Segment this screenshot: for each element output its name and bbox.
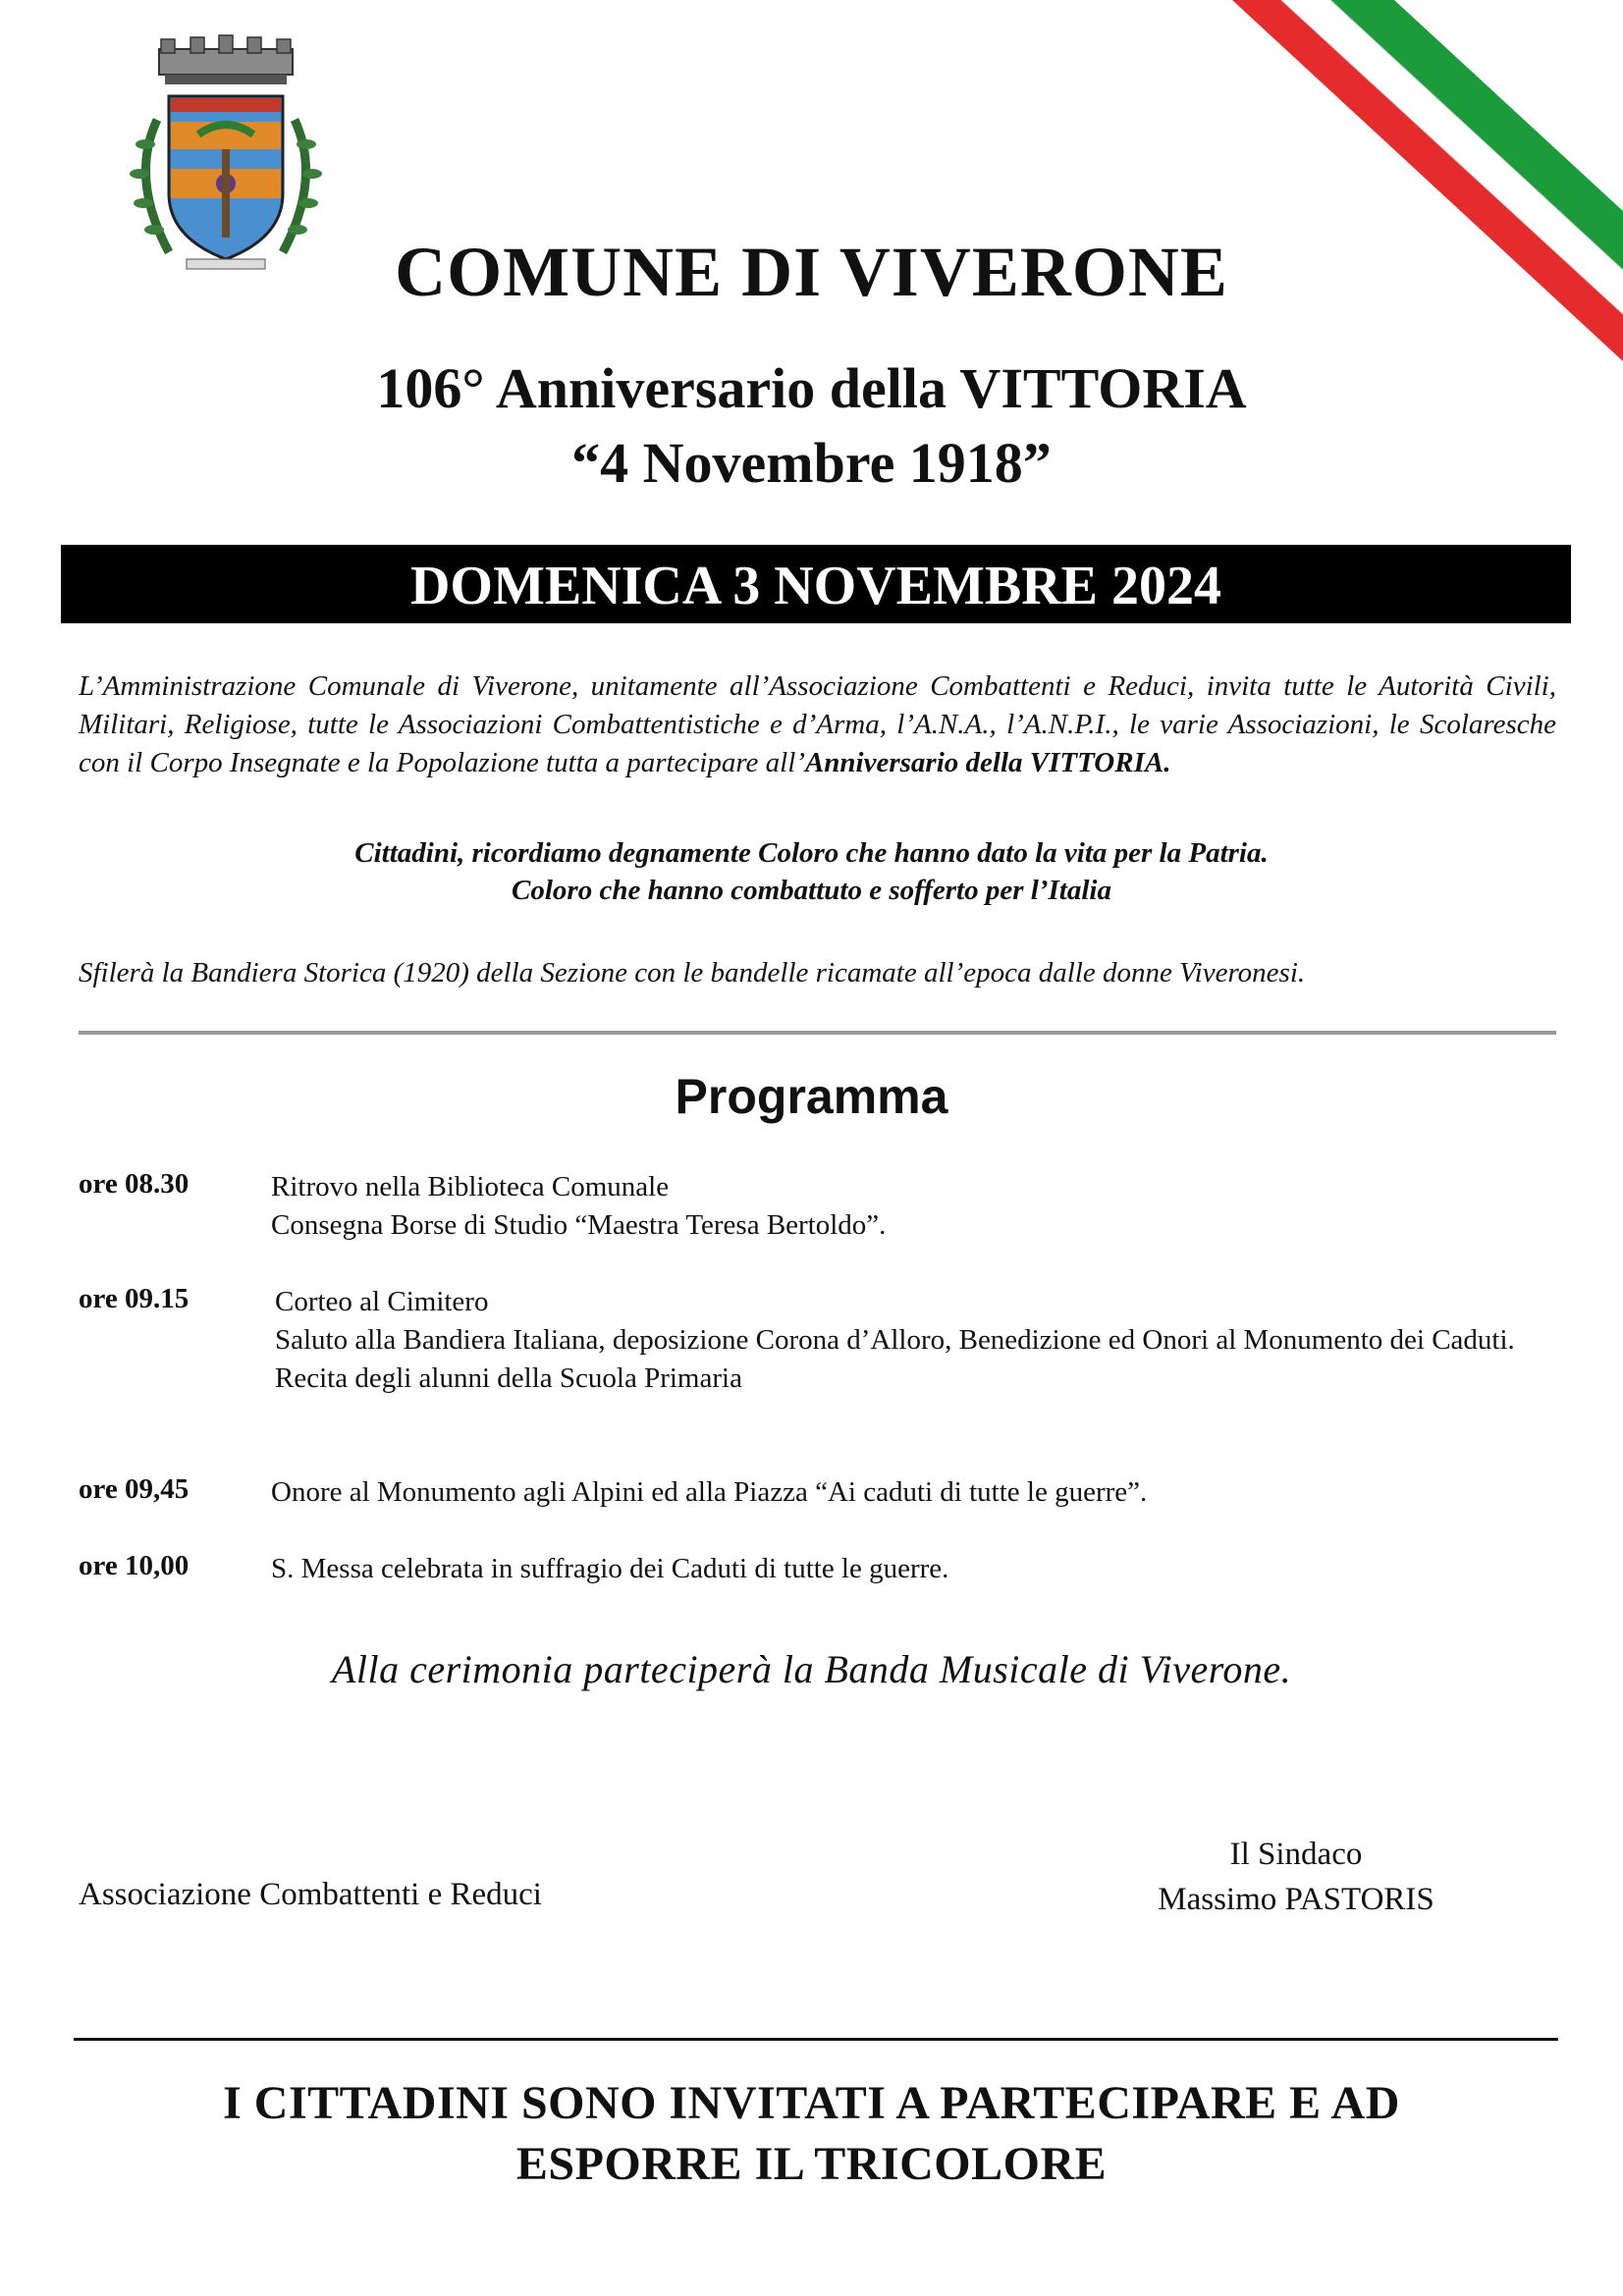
exhortation-line-2: Coloro che hanno combattuto e sofferto per l’Italia bbox=[512, 875, 1111, 906]
program-item bbox=[271, 1473, 1556, 1512]
mayor-name: Massimo PASTORIS bbox=[1158, 1882, 1434, 1917]
mayor-title: Il Sindaco bbox=[1229, 1837, 1363, 1872]
intro-emphasis: Anniversario della VITTORIA. bbox=[804, 747, 1171, 778]
flag-note: Sfilerà la Bandiera Storica (1920) della Sezione con le bandelle ricamate all’epoca dalle donne Viveronesi. bbox=[79, 957, 1306, 988]
program-line: S. Messa celebrata in suffragio dei Caduti di tutte le guerre. bbox=[271, 1553, 949, 1584]
intro-paragraph bbox=[79, 667, 1556, 782]
program-item bbox=[271, 1550, 1556, 1588]
association-signature: Associazione Combattenti e Reduci bbox=[79, 1877, 542, 1912]
program-line: Recita degli alunni della Scuola Primaria bbox=[275, 1362, 742, 1394]
program-line: Onore al Monumento agli Alpini ed alla Piazza “Ai caduti di tutte le guerre”. bbox=[271, 1476, 1148, 1508]
historic-date: “4 Novembre 1918” bbox=[571, 431, 1052, 495]
program-title: Programma bbox=[675, 1069, 948, 1124]
program-item bbox=[275, 1283, 1556, 1398]
program-line: Corteo al Cimitero bbox=[275, 1286, 489, 1317]
program-time: ore 09,45 bbox=[79, 1473, 189, 1505]
footer-call-to-action bbox=[0, 2073, 1623, 2195]
mayor-signature bbox=[1119, 1832, 1473, 1922]
program-time: ore 08.30 bbox=[79, 1168, 189, 1200]
footer-line-1: I CITTADINI SONO INVITATI A PARTECIPARE E AD bbox=[223, 2077, 1400, 2129]
footer-line-2: ESPORRE IL TRICOLORE bbox=[515, 2138, 1108, 2190]
program-line: Saluto alla Bandiera Italiana, deposizione Corona d’Alloro, Benedizione ed Onori al Monumento dei Caduti. bbox=[275, 1324, 1515, 1356]
event-date-banner: DOMENICA 3 NOVEMBRE 2024 bbox=[61, 545, 1571, 623]
band-note: Alla cerimonia parteciperà la Banda Musicale di Viverone. bbox=[331, 1647, 1292, 1691]
program-item bbox=[271, 1168, 1556, 1245]
program-line: Ritrovo nella Biblioteca Comunale bbox=[271, 1171, 670, 1202]
divider bbox=[79, 1031, 1556, 1035]
anniversary-heading: 106° Anniversario della VITTORIA bbox=[376, 356, 1247, 420]
intro-text: L’Amministrazione Comunale di Viverone, unitamente all’Associazione Combattenti e Reduci, invita tutte le Autorità Civili, Militari, Religiose, tutte le Associazioni Combattentistiche e d’Arma, l’A.N.A., l’A.N.P.I., le varie Associazioni, le Scolaresche con il Corpo Insegnate e la Popolazione tutta a partecipare all’ bbox=[79, 670, 1556, 778]
municipality-title: COMUNE DI VIVERONE bbox=[395, 233, 1228, 311]
program-time: ore 09.15 bbox=[79, 1283, 189, 1314]
exhortation-line-1: Cittadini, ricordiamo degnamente Coloro che hanno dato la vita per la Patria. bbox=[354, 837, 1269, 869]
program-time: ore 10,00 bbox=[79, 1550, 189, 1581]
program-line: Consegna Borse di Studio “Maestra Teresa Bertoldo”. bbox=[271, 1209, 887, 1241]
footer-divider bbox=[74, 2038, 1558, 2041]
